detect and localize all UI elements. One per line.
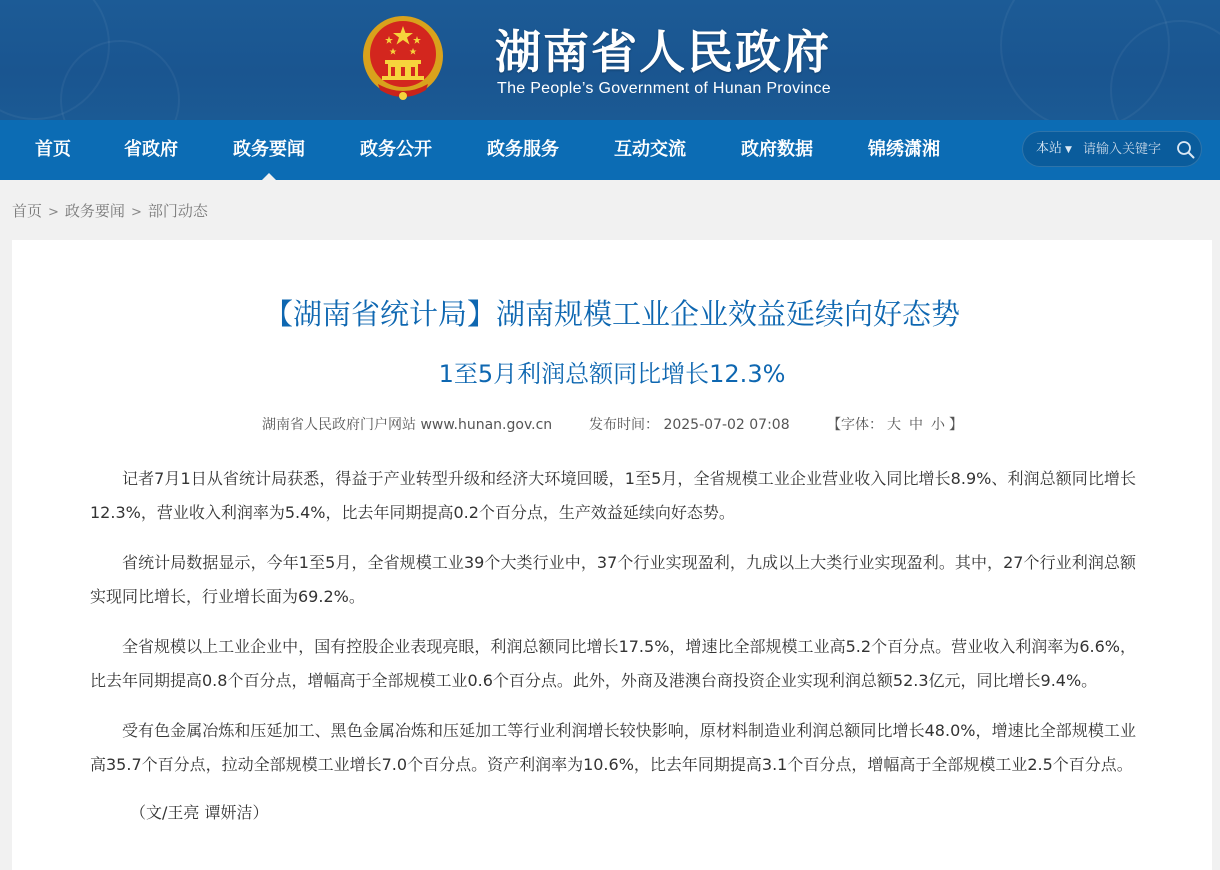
publish-time-value: 2025-07-02 07:08 <box>663 417 790 433</box>
breadcrumb-department-news[interactable]: 部门动态 <box>147 202 208 220</box>
article-subtitle: 1至5月利润总额同比增长12.3% <box>438 360 786 388</box>
nav-item-interaction[interactable]: 互动交流 <box>614 139 686 160</box>
nav-item-scenic-hunan[interactable]: 锦绣潇湘 <box>868 139 940 160</box>
article-paragraph: 受有色金属冶炼和压延加工、黑色金属冶炼和压延加工等行业利润增长较快影响，原材料制造业利润总额同比增长48.0%，增速比全部规模工业高35.7个百分点，拉动全部规模工业增长7.0个百分点。资产利润率为10.6%，比去年同期提高3.1个百分点，增幅高于全部规模工业2.5个百分点。 <box>90 721 1136 774</box>
article-paragraph: 全省规模以上工业企业中，国有控股企业表现亮眼，利润总额同比增长17.5%，增速比全部规模工业高5.2个百分点。营业收入利润率为6.6%，比去年同期提高0.8个百分点，增幅高于全部规模工业0.6个百分点。此外，外商及港澳台商投资企业实现利润总额52.3亿元，同比增长9.4%。 <box>90 637 1136 690</box>
national-emblem-icon <box>360 12 446 102</box>
nav-item-provincial-government[interactable]: 省政府 <box>124 139 178 160</box>
article-title: 【湖南省统计局】湖南规模工业企业效益延续向好态势 <box>263 297 960 331</box>
site-search <box>1022 131 1202 167</box>
breadcrumb <box>12 200 208 221</box>
article-container <box>12 240 1212 870</box>
breadcrumb-separator: > <box>130 205 142 220</box>
font-size-switcher <box>827 414 963 434</box>
publish-time-label: 发布时间： <box>589 417 659 433</box>
font-size-small-button[interactable]: 小 <box>931 417 945 433</box>
breadcrumb-separator: > <box>48 205 59 220</box>
article-paragraph: 省统计局数据显示，今年1至5月，全省规模工业39个大类行业中，37个行业实现盈利，九成以上大类行业实现盈利。其中，27个行业利润总额实现同比增长，行业增长面为69.2%。 <box>90 553 1136 606</box>
nav-item-government-data[interactable]: 政府数据 <box>741 139 813 160</box>
search-scope-dropdown[interactable] <box>1036 132 1072 167</box>
article-paragraph: 记者7月1日从省统计局获悉，得益于产业转型升级和经济大环境回暖，1至5月，全省规模工业企业营业收入同比增长8.9%、利润总额同比增长12.3%，营业收入利润率为5.4%，比去年同期提高0.2个百分点，生产效益延续向好态势。 <box>90 469 1136 522</box>
nav-item-home[interactable]: 首页 <box>35 139 71 160</box>
search-input[interactable] <box>1083 138 1175 160</box>
search-scope-label: 本站 <box>1036 141 1063 156</box>
site-subtitle: The People’s Government of Hunan Province <box>497 80 831 97</box>
article-author: （文/王亮 谭妍洁） <box>130 803 269 822</box>
nav-item-government-disclosure[interactable]: 政务公开 <box>360 139 432 160</box>
font-size-label: 【字体： <box>827 417 883 433</box>
site-title: 湖南省人民政府 <box>495 25 831 79</box>
font-size-bracket: 】 <box>949 417 963 433</box>
breadcrumb-home[interactable]: 首页 <box>12 202 43 220</box>
site-banner <box>0 0 1220 120</box>
breadcrumb-government-news[interactable]: 政务要闻 <box>64 202 125 220</box>
font-size-medium-button[interactable]: 中 <box>909 417 923 433</box>
caret-down-icon: ▼ <box>1065 145 1072 155</box>
article-publish-time <box>589 414 790 434</box>
nav-item-government-services[interactable]: 政务服务 <box>487 139 559 160</box>
search-icon[interactable] <box>1176 140 1196 160</box>
font-size-large-button[interactable]: 大 <box>887 417 901 433</box>
nav-item-government-news[interactable]: 政务要闻 <box>233 120 305 180</box>
article-source: 湖南省人民政府门户网站 www.hunan.gov.cn <box>262 417 553 433</box>
